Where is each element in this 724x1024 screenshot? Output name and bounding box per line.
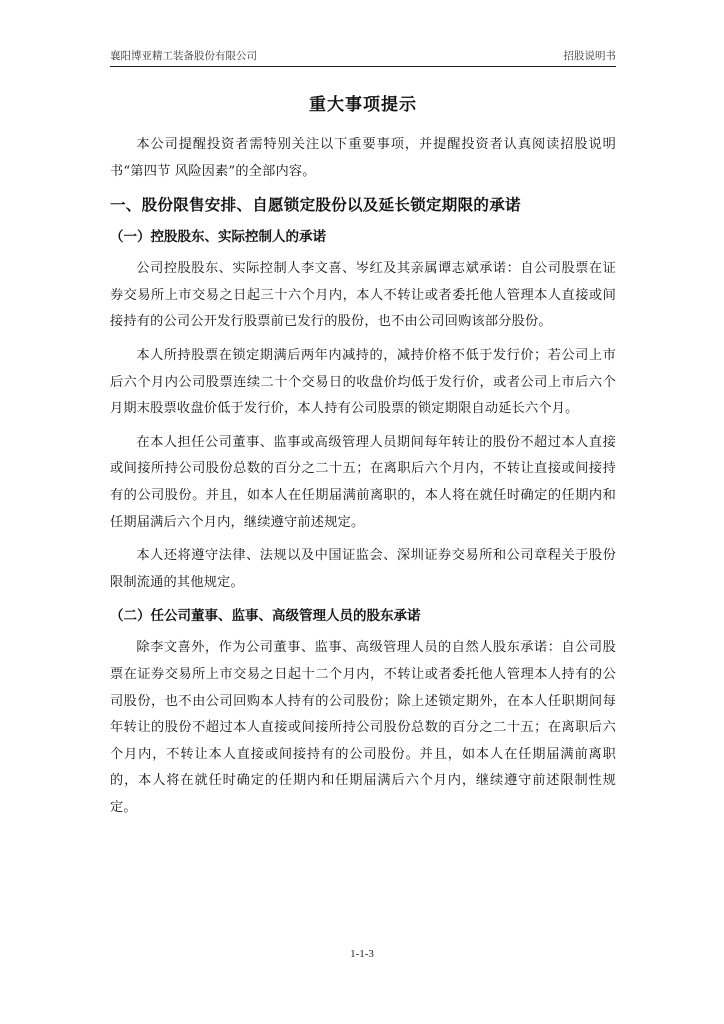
header-doc-type: 招股说明书 [563, 50, 616, 62]
section-heading: 一、股份限售安排、自愿锁定股份以及延长锁定期限的承诺 [110, 196, 521, 215]
subsection-heading-2: （二）任公司董事、监事、高级管理人员的股东承诺 [110, 608, 421, 625]
header-company: 襄阳博亚精工装备股份有限公司 [110, 50, 257, 62]
page-title: 重大事项提示 [309, 95, 417, 115]
paragraph: 在本人担任公司董事、监事或高级管理人员期间每年转让的股份不超过本人直接或间接所持公司股份总数的百分之二十五；在离职后六个月内，不转让直接或间接持有的公司股份。并且，如本人在任期届满前离职的，本人将在就任时确定的任期内和任期届满后六个月内，继续遵守前述规定。 [110, 434, 616, 530]
page-header [110, 49, 616, 67]
page-number: 1-1-3 [350, 948, 374, 960]
subsection-heading-1: （一）控股股东、实际控制人的承诺 [110, 229, 326, 246]
paragraph: 本人还将遵守法律、法规以及中国证监会、深圳证券交易所和公司章程关于股份限制流通的其他规定。 [110, 548, 616, 590]
page-content [110, 92, 616, 828]
paragraph: 本人所持股票在锁定期满后两年内减持的，减持价格不低于发行价；若公司上市后六个月内公司股票连续二十个交易日的收盘价均低于发行价，或者公司上市后六个月期末股票收盘价低于发行价，本人持有公司股票的锁定期限自动延长六个月。 [110, 347, 616, 417]
paragraph: 除李文喜外，作为公司董事、监事、高级管理人员的自然人股东承诺：自公司股票在证券交易所上市交易之日起十二个月内，不转让或者委托他人管理本人持有的公司股份，也不由公司回购本人持有的公司股份；除上述锁定期外，在本人任职期间每年转让的股份不超过本人直接或间接所持公司股份总数的百分之二十五；在离职后六个月内，不转让本人直接或间接持有的公司股份。并且，如本人在任期届满前离职的，本人将在就任时确定的任期内和任期届满后六个月内，继续遵守前述限制性规定。 [110, 640, 616, 815]
intro-paragraph: 本公司提醒投资者需特别关注以下重要事项，并提醒投资者认真阅读招股说明书“第四节 风险因素”的全部内容。 [110, 137, 616, 179]
paragraph: 公司控股股东、实际控制人李文喜、岑红及其亲属谭志斌承诺：自公司股票在证券交易所上市交易之日起三十六个月内，本人不转让或者委托他人管理本人直接或间接持有的公司公开发行股票前已发行的股份，也不由公司回购该部分股份。 [110, 261, 616, 330]
